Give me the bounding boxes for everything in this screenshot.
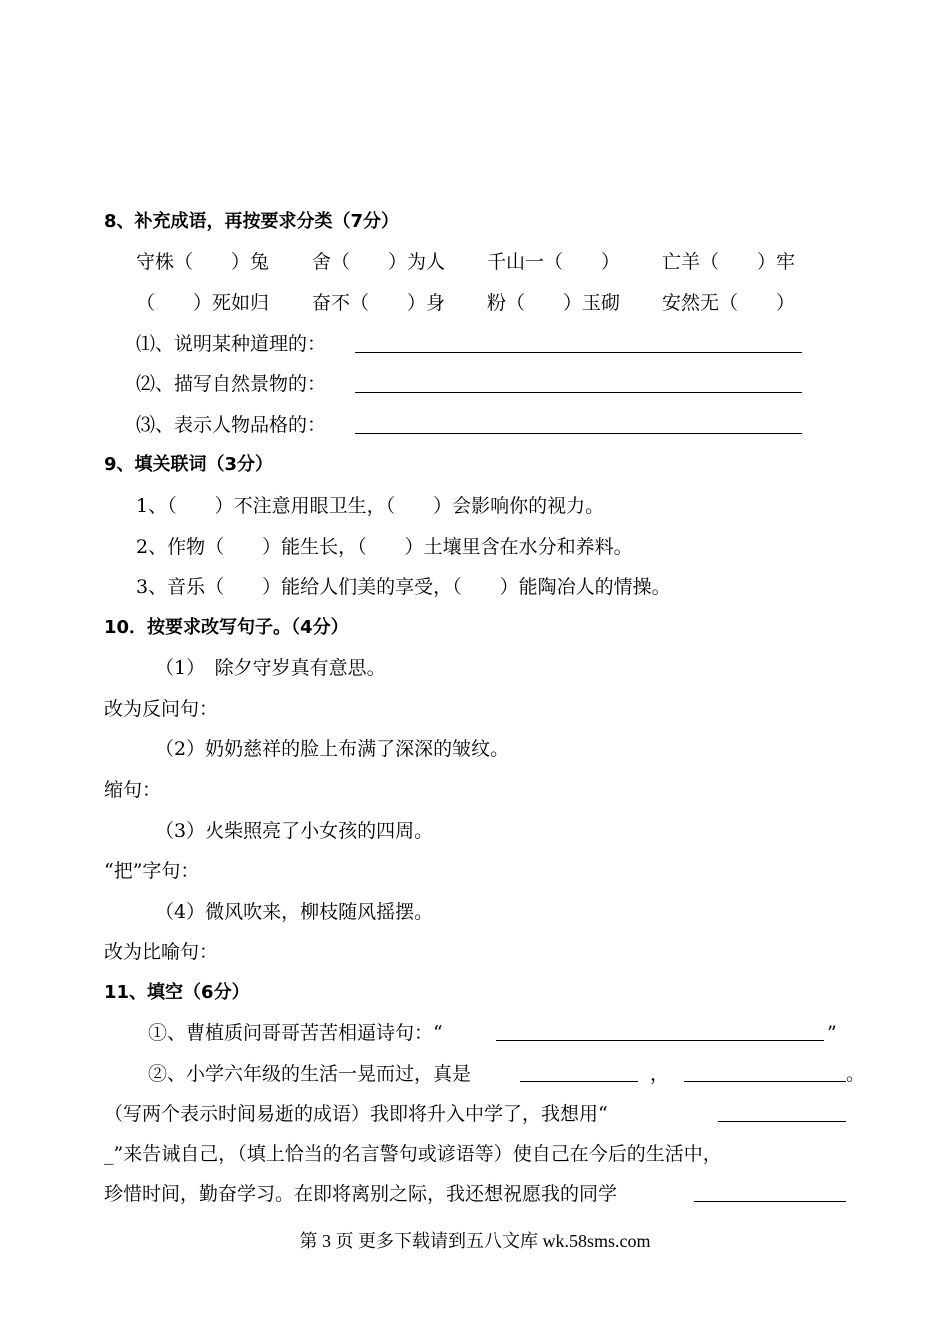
idiom-answer-line[interactable]	[684, 1081, 846, 1082]
q10-prompt: 改为反问句：	[104, 698, 219, 720]
idiom-blank: 安然无（ ）	[662, 292, 796, 314]
q11-line3-text: （写两个表示时间易逝的成语）我即将升入中学了，我想用“	[104, 1103, 608, 1125]
q10-prompt: 改为比喻句：	[104, 941, 219, 963]
idiom-blank: （ ）死如归	[136, 292, 270, 314]
motto-answer-line[interactable]	[718, 1121, 846, 1122]
q11-line4-text: _”来告诫自己，（填上恰当的名言警句或谚语等）使自己在今后的生活中，	[104, 1143, 722, 1165]
q11-line2-text: ②、小学六年级的生活一晃而过，真是	[148, 1063, 472, 1085]
q11-line5-text: 珍惜时间，勤奋学习。在即将离别之际，我还想祝愿我的同学	[104, 1183, 618, 1205]
answer-line[interactable]	[355, 392, 802, 393]
q10-sentence: （3）火柴照亮了小女孩的四周。	[155, 820, 434, 842]
page-footer: 第 3 页 更多下载请到五八文库 wk.58sms.com	[299, 1231, 651, 1251]
q11-title: 11、填空（6分）	[104, 982, 250, 1003]
period: 。	[846, 1063, 866, 1085]
idiom-answer-line[interactable]	[520, 1081, 638, 1082]
q9-item: 3、音乐（ ）能给人们美的享受，（ ）能陶冶人的情操。	[136, 576, 671, 598]
q11-line1-text: ①、曹植质问哥哥苦苦相逼诗句：“	[148, 1022, 443, 1044]
q10-prompt: “把”字句：	[104, 860, 200, 882]
q10-sentence: （2）奶奶慈祥的脸上布满了深深的皱纹。	[155, 738, 510, 760]
idiom-blank: 舍（ ）为人	[312, 251, 446, 273]
answer-line[interactable]	[355, 352, 802, 353]
q8-category-label: ⑴、说明某种道理的：	[136, 333, 327, 355]
q9-item: 1、（ ）不注意用眼卫生，（ ）会影响你的视力。	[136, 495, 605, 517]
q10-sentence: （1） 除夕守岁真有意思。	[155, 657, 386, 679]
comma: ，	[650, 1063, 670, 1085]
idiom-blank: 奋不（ ）身	[312, 292, 446, 314]
answer-line[interactable]	[355, 433, 802, 434]
q10-sentence: （4）微风吹来，柳枝随风摇摆。	[155, 901, 434, 923]
idiom-blank: 粉（ ）玉砌	[487, 292, 621, 314]
q8-title: 8、补充成语，再按要求分类（7分）	[104, 211, 400, 232]
q8-category-label: ⑵、描写自然景物的：	[136, 373, 327, 395]
close-quote: ”	[827, 1022, 837, 1044]
q9-item: 2、作物（ ）能生长，（ ）土壤里含在水分和养料。	[136, 536, 633, 558]
idiom-blank: 千山一（ ）	[487, 251, 621, 273]
idiom-blank: 守株（ ）兔	[136, 251, 270, 273]
q8-category-label: ⑶、表示人物品格的：	[136, 414, 327, 436]
q9-title: 9、填关联词（3分）	[104, 454, 274, 475]
q10-title: 10．按要求改写句子。（4分）	[104, 617, 349, 638]
idiom-blank: 亡羊（ ）牢	[662, 251, 796, 273]
q10-prompt: 缩句：	[104, 779, 162, 801]
wish-answer-line[interactable]	[694, 1201, 846, 1202]
poem-answer-line[interactable]	[496, 1040, 824, 1041]
